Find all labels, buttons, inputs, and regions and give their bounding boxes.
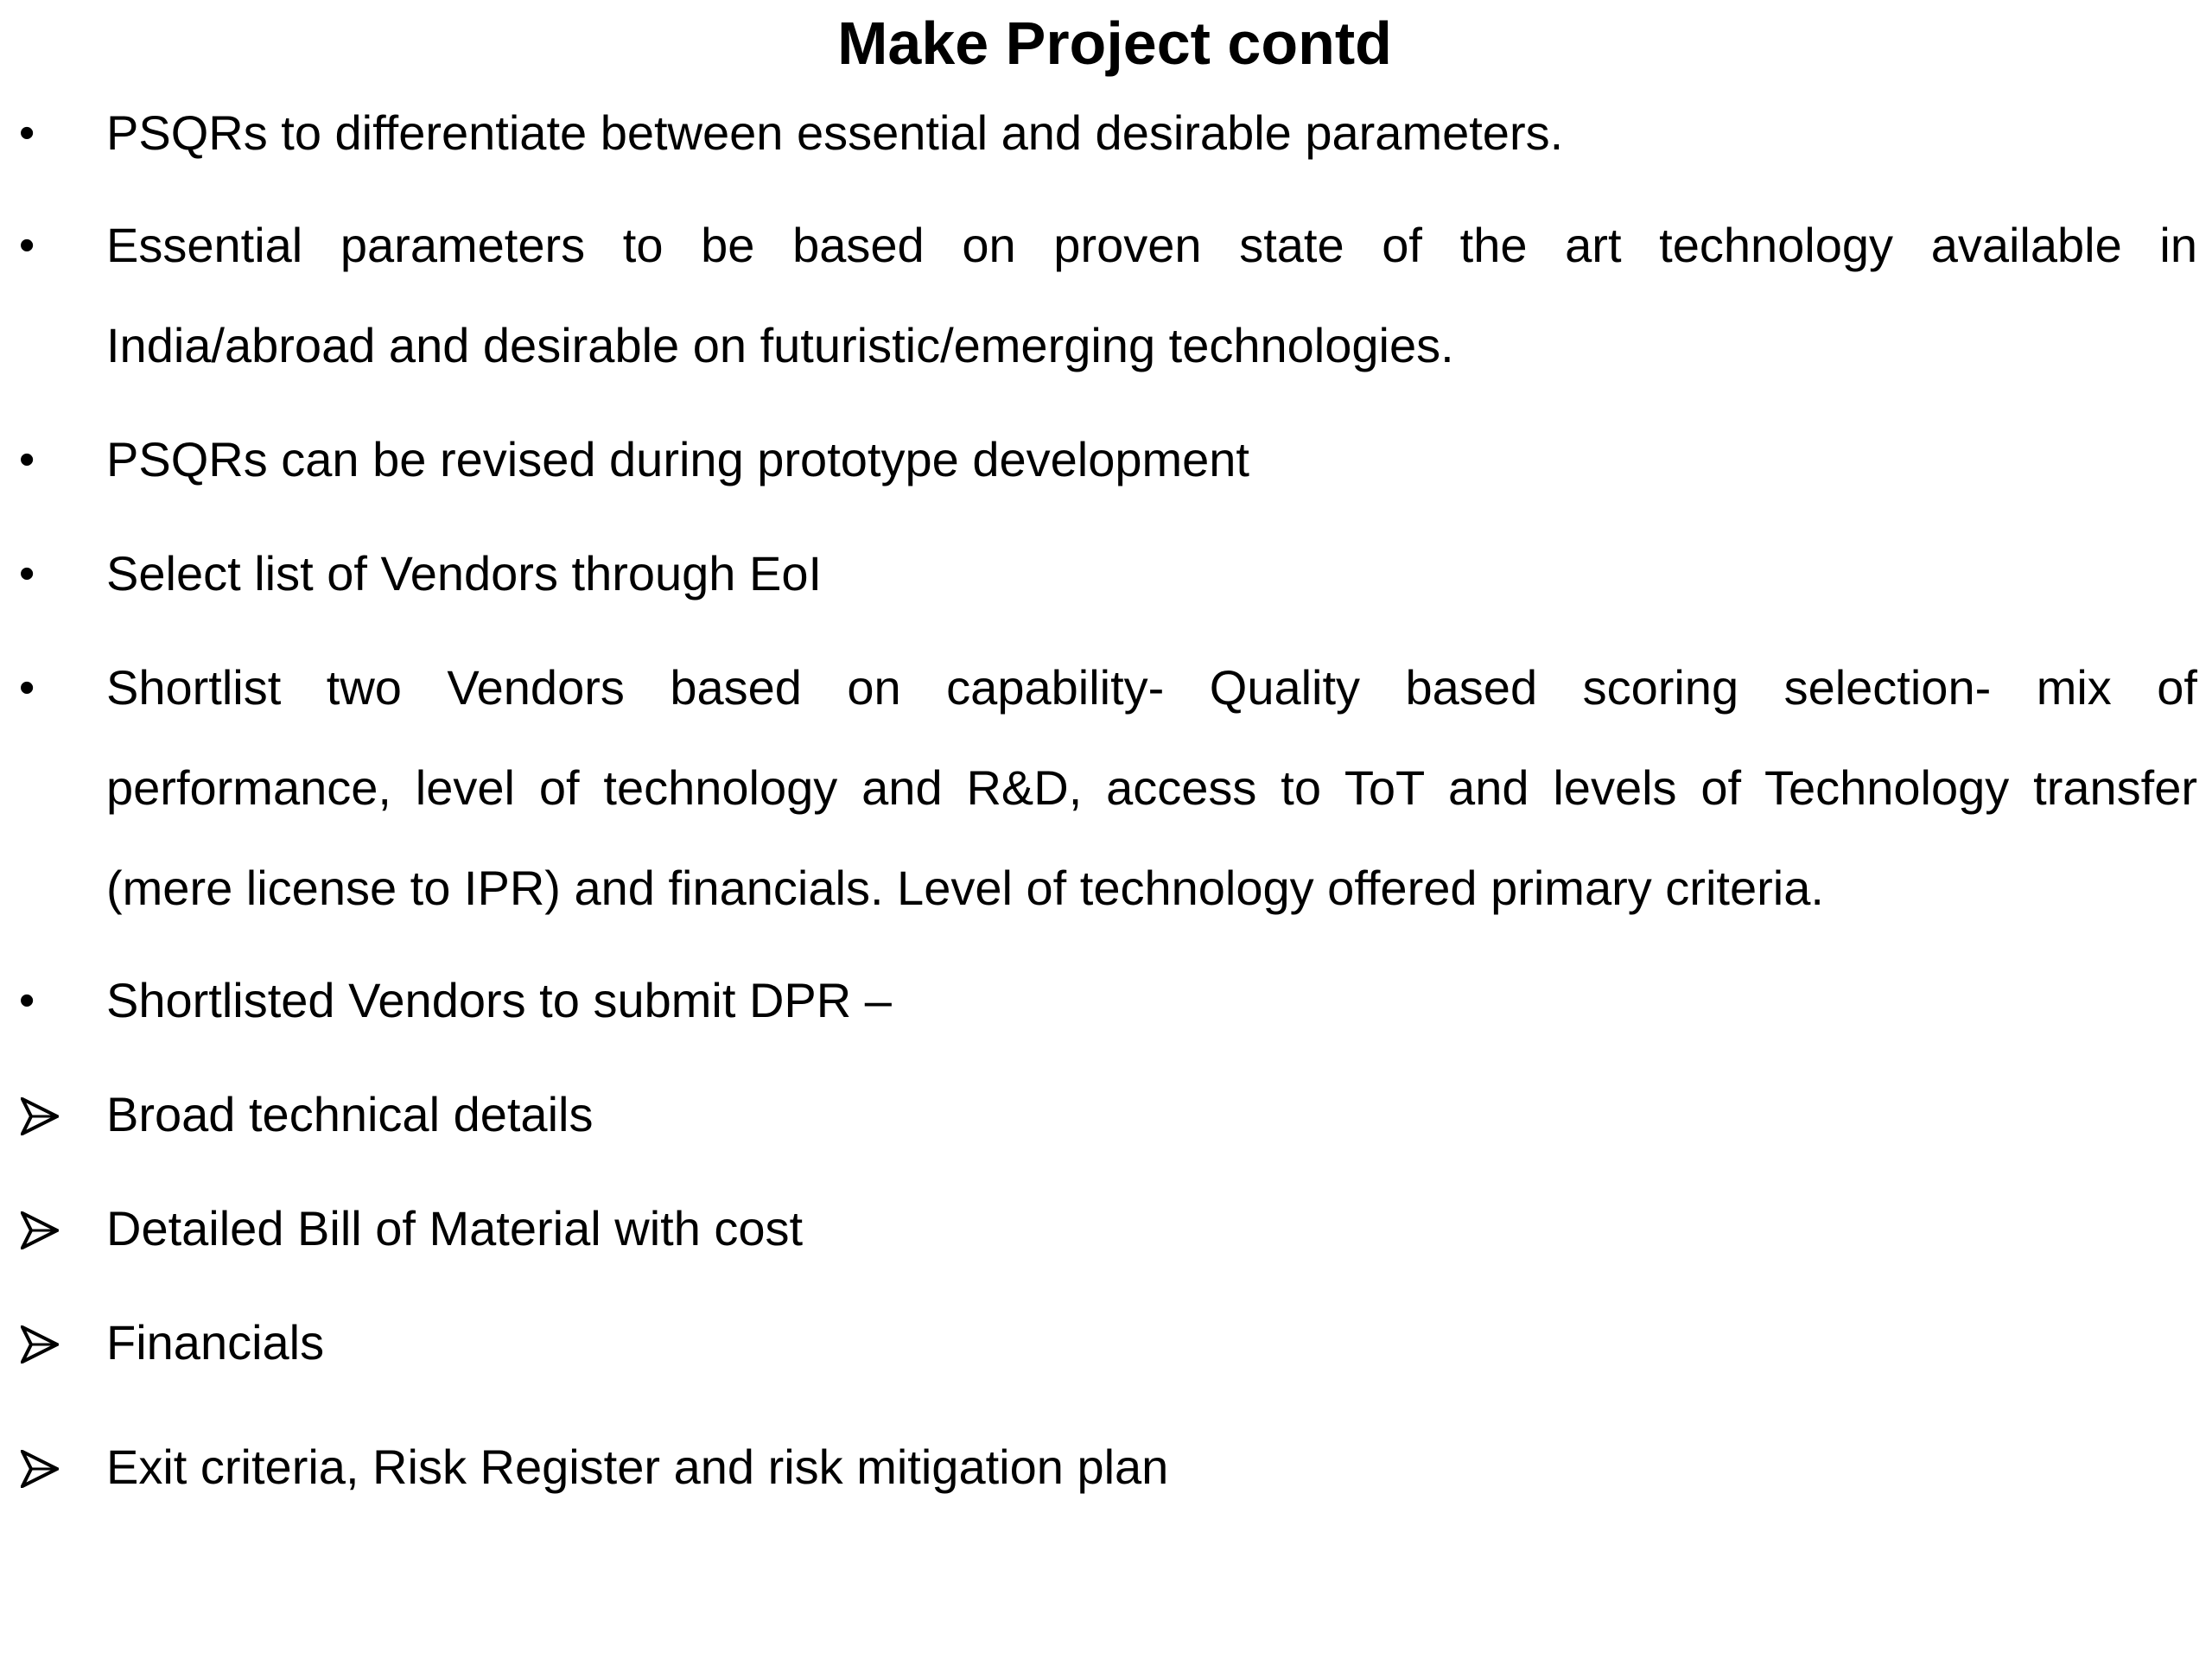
bullet-dot-icon: •	[19, 435, 35, 485]
bullet-line: Select list of Vendors through EoI	[106, 546, 823, 601]
arrowhead-icon	[21, 1450, 73, 1488]
sub-item-text: Broad technical details	[106, 1087, 594, 1141]
bullet-text	[106, 950, 2197, 1051]
bullet-line: PSQRs can be revised during prototype development	[106, 432, 1249, 486]
bullet-line: performance, level of technology and R&D, access to ToT and levels of Technology transfer	[106, 760, 2197, 815]
bullet-dot-icon: •	[19, 108, 35, 158]
slide-title: Make Project contd	[837, 10, 1392, 77]
bullet-text	[106, 638, 2197, 938]
bullet-text	[106, 195, 2197, 396]
bullet-line: (mere license to IPR) and financials. Level of technology offered primary criteria.	[106, 861, 1824, 915]
sub-item-text: Detailed Bill of Material with cost	[106, 1201, 804, 1255]
arrowhead-icon	[21, 1325, 73, 1363]
bullet-dot-icon: •	[19, 663, 35, 713]
bullet-dot-icon: •	[19, 220, 35, 270]
bullet-text	[106, 410, 2197, 510]
bullet-text	[106, 83, 2197, 183]
bullet-line: Shortlist two Vendors based on capability- Quality based scoring selection- mix of	[106, 660, 2197, 715]
arrowhead-icon	[21, 1097, 73, 1135]
bullet-line: India/abroad and desirable on futuristic/emerging technologies.	[106, 318, 1454, 372]
bullet-line: Shortlisted Vendors to submit DPR –	[106, 973, 892, 1027]
bullet-line: Essential parameters to be based on proven state of the art technology available in	[106, 218, 2197, 272]
sub-item-text: Financials	[106, 1315, 325, 1370]
bullet-dot-icon: •	[19, 549, 35, 599]
arrowhead-icon	[21, 1211, 73, 1249]
bullet-dot-icon: •	[19, 976, 35, 1026]
bullet-line: PSQRs to differentiate between essential and desirable parameters.	[106, 105, 1564, 160]
sub-item-text: Exit criteria, Risk Register and risk mitigation plan	[106, 1440, 1169, 1494]
bullet-text	[106, 524, 2197, 624]
